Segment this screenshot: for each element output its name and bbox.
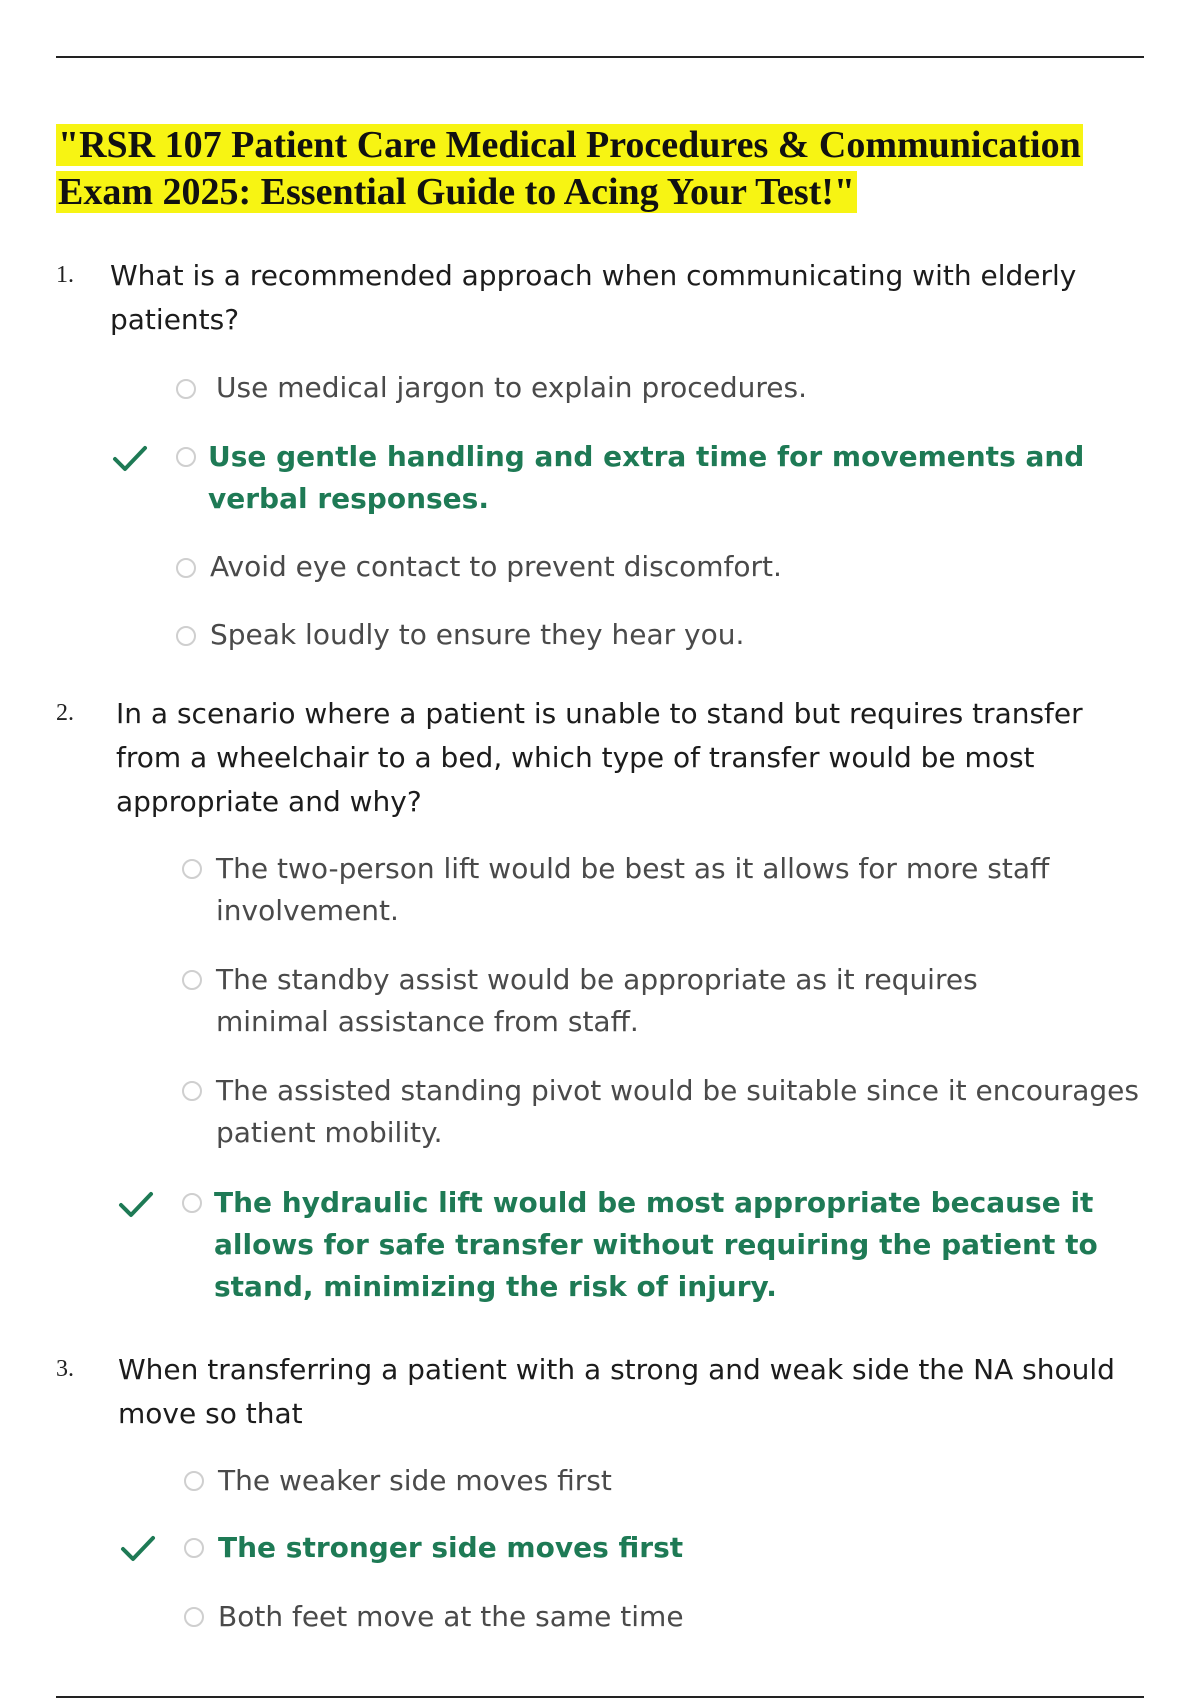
question-2-text: In a scenario where a patient is unable to stand but requires transfer from a wheelchair to a bed, which type of transfer would be most appropriate and why? (116, 697, 1083, 818)
question-3-option-3-radio[interactable] (184, 1607, 204, 1627)
question-3-option-2-radio[interactable] (184, 1538, 204, 1558)
question-3-option-3-label: Both feet move at the same time (218, 1600, 684, 1633)
question-2-option-2-label: The standby assist would be appropriate as it requires minimal assistance from staff. (216, 963, 978, 1038)
question-1-option-4-radio[interactable] (176, 626, 196, 646)
question-2-option-4-label: The hydraulic lift would be most appropriate because it allows for safe transfer without requiring the patient to stand, minimizing the risk of injury. (214, 1186, 1098, 1303)
question-1-option-2-label: Use gentle handling and extra time for movements and verbal responses. (208, 440, 1085, 515)
title-highlight: "RSR 107 Patient Care Medical Procedures & Communication Exam 2025: Essential Guide to Acing Your Test!" (58, 124, 1081, 213)
question-3-text: When transferring a patient with a strong and weak side the NA should move so that (118, 1353, 1115, 1430)
question-3-correct-check-icon (120, 1534, 156, 1564)
question-1-number: 1. (56, 262, 74, 288)
question-2-option-4-radio[interactable] (182, 1193, 202, 1213)
question-3-option-1-radio[interactable] (184, 1471, 204, 1491)
question-1-option-1-label: Use medical jargon to explain procedures. (216, 371, 808, 404)
question-1-option-2-radio[interactable] (176, 447, 196, 467)
question-1-option-3-label: Avoid eye contact to prevent discomfort. (210, 550, 782, 583)
question-1-option-3-radio[interactable] (176, 558, 196, 578)
question-2-option-1-radio[interactable] (182, 859, 202, 879)
question-1-text: What is a recommended approach when communicating with elderly patients? (110, 259, 1077, 336)
question-1-correct-check-icon (112, 444, 148, 474)
question-2-option-2-radio[interactable] (182, 970, 202, 990)
question-3-option-2-label: The stronger side moves first (218, 1531, 684, 1564)
question-2-number: 2. (56, 700, 74, 726)
question-3-number: 3. (56, 1356, 74, 1382)
document-title (56, 122, 1156, 216)
question-3-option-1-label: The weaker side moves first (218, 1464, 612, 1497)
question-2-option-3-radio[interactable] (182, 1081, 202, 1101)
question-1-option-1-radio[interactable] (176, 379, 196, 399)
question-2-correct-check-icon (118, 1190, 154, 1220)
question-2-option-1-label: The two-person lift would be best as it allows for more staff involvement. (216, 852, 1050, 927)
top-rule (56, 56, 1144, 58)
question-1-option-4-label: Speak loudly to ensure they hear you. (210, 618, 745, 651)
bottom-rule (56, 1696, 1144, 1698)
question-2-option-3-label: The assisted standing pivot would be suitable since it encourages patient mobility. (216, 1074, 1139, 1149)
